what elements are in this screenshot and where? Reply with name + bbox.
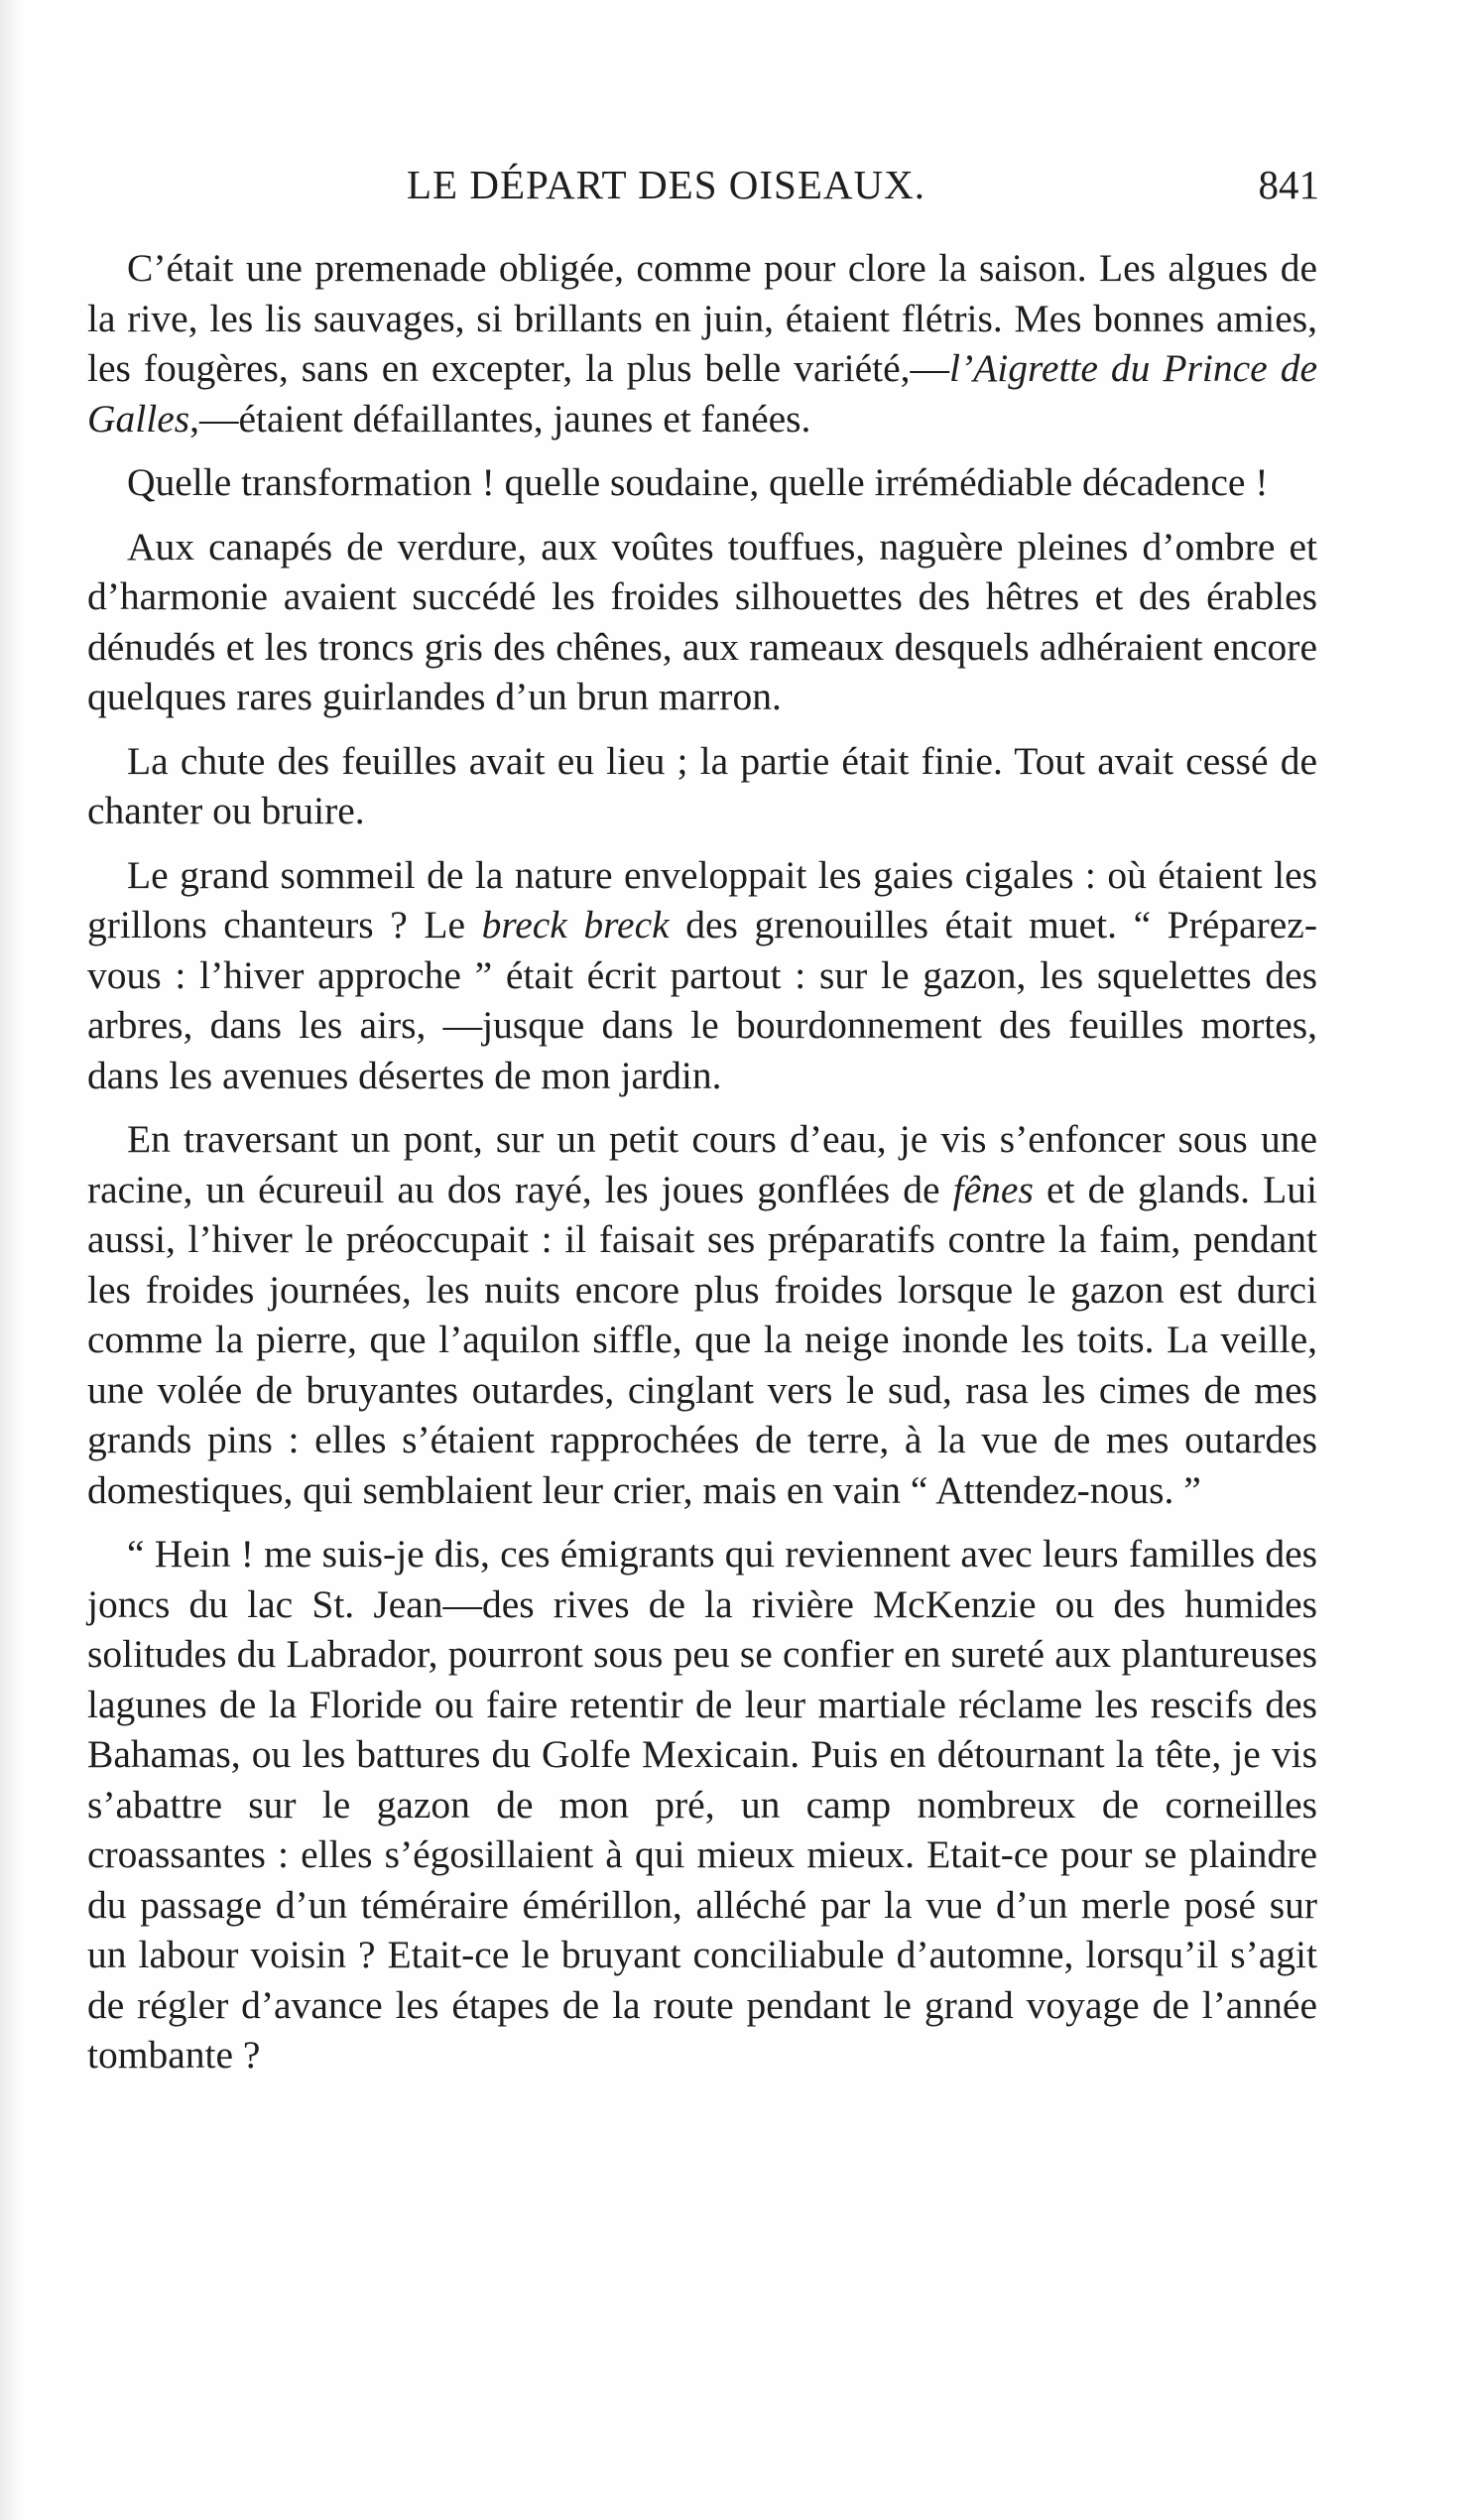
paragraph	[87, 243, 1317, 443]
paragraph	[87, 1529, 1317, 2080]
text-run-italic: fênes	[952, 1167, 1034, 1211]
text-run: des grenouilles était muet. “ Préparez-vous : l’hiver approche ” était écrit partout : sur le gazon, les squelettes des arbres, dans les airs, —jusque dans le bourdonnement des feuilles mortes, dans les avenues désertes de mon jardin.	[87, 903, 1317, 1097]
paragraph	[87, 1114, 1317, 1515]
text-run: “ Hein ! me suis-je dis, ces émigrants qui reviennent avec leurs familles des joncs du lac St. Jean—des rives de la rivière McKenzie ou des humides solitudes du Labrador, pourront sous peu se confier en sureté aux plantureuses lagunes de la Floride ou faire retentir de leur martiale réclame les rescifs des Bahamas, ou les battures du Golfe Mexicain. Puis en détournant la tête, je vis s’abattre sur le gazon de mon pré, un camp nombreux de corneilles croassantes : elles s’égosillaient à qui mieux mieux. Etait-ce pour se plaindre du passage d’un téméraire émérillon, alléché par la vue d’un merle posé sur un labour voisin ? Etait-ce le bruyant conciliabule d’automne, lorsqu’il s’agit de régler d’avance les étapes de la route pendant le grand voyage de l’année tombante ?	[87, 1532, 1317, 2077]
text-run: ,—étaient défaillantes, jaunes et fanées.	[189, 396, 811, 441]
page-number: 841	[1258, 162, 1319, 207]
paragraph	[87, 457, 1317, 508]
paragraph	[87, 736, 1317, 836]
text-run: et de glands. Lui aussi, l’hiver le préoccupait : il faisait ses préparatifs contre la faim, pendant les froides journées, les nuits encore plus froides lorsque le gazon est durci comme la pierre, que l’aquilon siffle, que la neige inonde les toits. La veille, une volée de bruyantes outardes, cinglant vers le sud, rasa les cimes de mes grands pins : elles s’étaient rapprochées de terre, à la vue de mes outardes domestiques, qui semblaient leur crier, mais en vain “ Attendez-nous. ”	[87, 1167, 1317, 1512]
text-run: Aux canapés de verdure, aux voûtes touffues, naguère pleines d’ombre et d’harmonie avaient succédé les froides silhouettes des hêtres et des érables dénudés et les troncs gris des chênes, aux rameaux desquels adhéraient encore quelques rares guirlandes d’un brun marron.	[87, 524, 1317, 718]
body-text	[87, 243, 1317, 2094]
text-run-italic: l’Aigrette du Prince de Galles	[87, 346, 1317, 441]
text-run: Quelle transformation ! quelle soudaine, quelle irrémédiable décadence !	[127, 460, 1269, 504]
running-title: LE DÉPART DES OISEAUX.	[407, 162, 925, 207]
text-run: En traversant un pont, sur un petit cours d’eau, je vis s’enfoncer sous une racine, un écureuil au dos rayé, les joues gonflées de	[87, 1117, 1317, 1211]
paragraph	[87, 522, 1317, 722]
text-run-italic: breck breck	[481, 903, 670, 946]
page-header	[109, 161, 1319, 220]
paragraph	[87, 850, 1317, 1101]
text-run: Le grand sommeil de la nature enveloppait les gaies cigales : où étaient les grillons chanteurs ? Le	[87, 852, 1317, 946]
text-run: La chute des feuilles avait eu lieu ; la partie était finie. Tout avait cessé de chanter ou bruire.	[87, 738, 1317, 832]
page-left-edge-shadow	[0, 0, 26, 2520]
text-run: C’était une premenade obligée, comme pour clore la saison. Les algues de la rive, les lis sauvages, si brillants en juin, étaient flétris. Mes bonnes amies, les fougères, sans en excepter, la plus belle variété,—	[87, 246, 1317, 390]
